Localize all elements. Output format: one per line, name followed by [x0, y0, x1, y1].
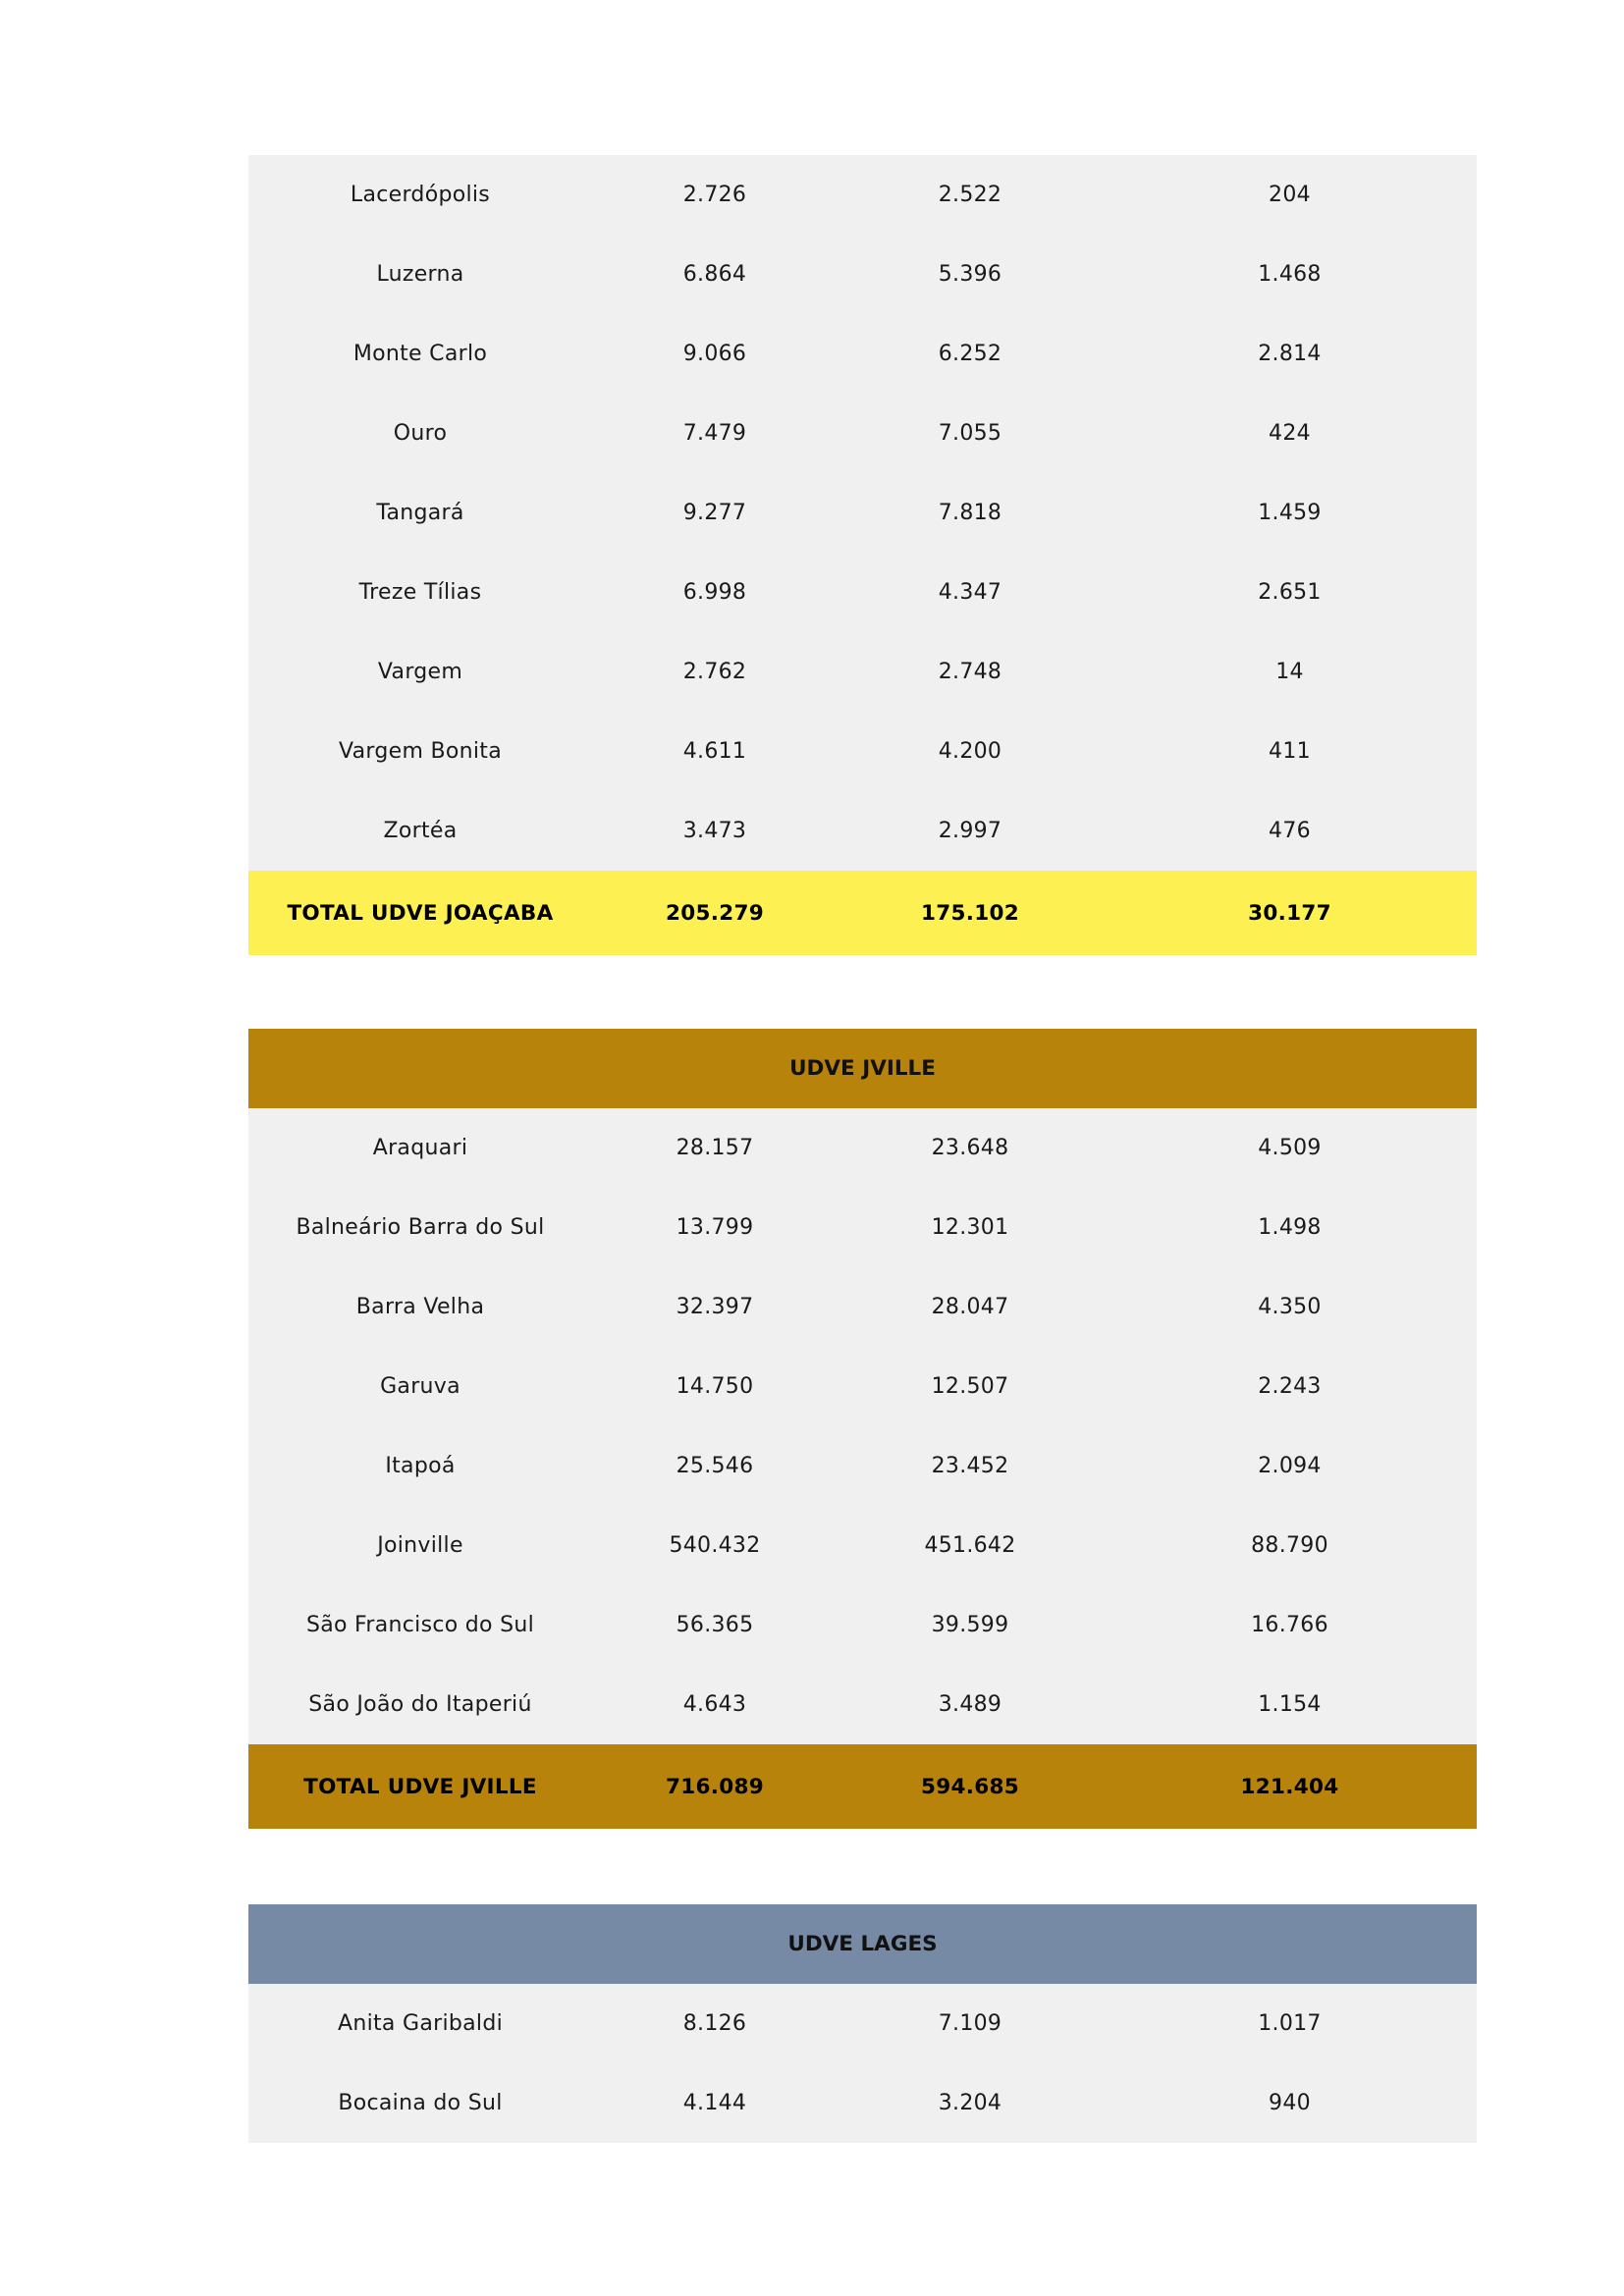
municipio-cell: Zortéa [383, 819, 458, 843]
section-header-jville: UDVE JVILLE [248, 1029, 1477, 1108]
municipio-cell: Luzerna [376, 262, 464, 287]
total-cell: 30.177 [1248, 900, 1331, 926]
value-cell: 16.766 [1251, 1613, 1328, 1637]
value-cell: 5.396 [938, 262, 1002, 287]
value-cell: 3.473 [682, 819, 747, 843]
value-cell: 28.047 [931, 1295, 1009, 1319]
value-cell: 7.109 [938, 2011, 1002, 2036]
value-cell: 3.489 [938, 1692, 1002, 1717]
value-cell: 2.814 [1258, 342, 1322, 366]
municipio-cell: Araquari [372, 1136, 468, 1160]
municipio-cell: São Francisco do Sul [305, 1613, 535, 1637]
value-cell: 4.144 [682, 2091, 747, 2115]
total-row-joacaba [248, 871, 1477, 955]
total-cell: 121.404 [1240, 1774, 1339, 1799]
municipio-cell: Itapoá [385, 1454, 456, 1478]
value-cell: 39.599 [931, 1613, 1009, 1637]
table-row [248, 235, 1477, 314]
value-cell: 56.365 [676, 1613, 754, 1637]
municipio-cell: Monte Carlo [352, 342, 488, 366]
value-cell: 4.200 [938, 739, 1002, 764]
table-udve-jville [248, 1029, 1477, 1829]
value-cell: 12.301 [931, 1215, 1009, 1240]
value-cell: 4.509 [1258, 1136, 1322, 1160]
value-cell: 3.204 [938, 2091, 1002, 2115]
table-row [248, 791, 1477, 871]
value-cell: 14 [1275, 660, 1304, 684]
table-row [248, 1585, 1477, 1665]
value-cell: 4.347 [938, 580, 1002, 605]
total-row-jville [248, 1744, 1477, 1829]
table-udve-joacaba [248, 155, 1477, 955]
table-row [248, 2063, 1477, 2143]
value-cell: 940 [1269, 2091, 1311, 2115]
value-cell: 1.498 [1258, 1215, 1322, 1240]
value-cell: 424 [1269, 421, 1311, 446]
total-cell: 594.685 [920, 1774, 1020, 1799]
value-cell: 476 [1269, 819, 1311, 843]
value-cell: 2.243 [1258, 1374, 1322, 1399]
value-cell: 2.748 [938, 660, 1002, 684]
table-row [248, 1506, 1477, 1585]
value-cell: 4.611 [682, 739, 747, 764]
table-row [248, 1347, 1477, 1426]
municipio-cell: Balneário Barra do Sul [296, 1215, 545, 1240]
table-body [248, 1108, 1477, 1744]
table-row [248, 553, 1477, 632]
table-udve-lages [248, 1904, 1477, 2143]
table-row [248, 1188, 1477, 1267]
municipio-cell: Garuva [380, 1374, 460, 1399]
value-cell: 2.522 [938, 183, 1002, 207]
table-row [248, 1426, 1477, 1506]
value-cell: 13.799 [676, 1215, 754, 1240]
value-cell: 14.750 [676, 1374, 754, 1399]
total-label: TOTAL UDVE JOAÇABA [287, 900, 554, 926]
table-row [248, 1108, 1477, 1188]
total-label: TOTAL UDVE JVILLE [303, 1774, 537, 1799]
municipio-cell: Ouro [393, 421, 448, 446]
total-cell: 175.102 [920, 900, 1020, 926]
table-row [248, 1267, 1477, 1347]
value-cell: 4.350 [1258, 1295, 1322, 1319]
table-row [248, 314, 1477, 394]
table-row [248, 632, 1477, 712]
value-cell: 2.997 [938, 819, 1002, 843]
section-header-lages: UDVE LAGES [248, 1904, 1477, 1984]
value-cell: 2.762 [682, 660, 747, 684]
total-cell: 205.279 [665, 900, 765, 926]
table-row [248, 1665, 1477, 1744]
value-cell: 88.790 [1251, 1533, 1328, 1558]
table-body [248, 155, 1477, 871]
municipio-cell: Bocaina do Sul [338, 2091, 503, 2115]
table-row [248, 473, 1477, 553]
value-cell: 451.642 [924, 1533, 1016, 1558]
value-cell: 28.157 [676, 1136, 754, 1160]
value-cell: 1.154 [1258, 1692, 1322, 1717]
table-row [248, 394, 1477, 473]
table-row [248, 712, 1477, 791]
value-cell: 25.546 [676, 1454, 754, 1478]
value-cell: 32.397 [676, 1295, 754, 1319]
value-cell: 1.468 [1258, 262, 1322, 287]
value-cell: 23.648 [931, 1136, 1009, 1160]
total-cell: 716.089 [665, 1774, 765, 1799]
municipio-cell: Treze Tílias [358, 580, 482, 605]
municipio-cell: São João do Itaperiú [308, 1692, 532, 1717]
value-cell: 204 [1269, 183, 1311, 207]
table-body [248, 1984, 1477, 2143]
municipio-cell: Vargem Bonita [338, 739, 503, 764]
value-cell: 2.726 [682, 183, 747, 207]
table-row [248, 1984, 1477, 2063]
value-cell: 9.066 [682, 342, 747, 366]
value-cell: 2.651 [1258, 580, 1322, 605]
municipio-cell: Lacerdópolis [350, 183, 491, 207]
value-cell: 7.055 [938, 421, 1002, 446]
table-row [248, 155, 1477, 235]
value-cell: 12.507 [931, 1374, 1009, 1399]
value-cell: 6.864 [682, 262, 747, 287]
value-cell: 23.452 [931, 1454, 1009, 1478]
value-cell: 4.643 [682, 1692, 747, 1717]
value-cell: 9.277 [682, 501, 747, 525]
value-cell: 1.017 [1258, 2011, 1322, 2036]
value-cell: 6.252 [938, 342, 1002, 366]
value-cell: 6.998 [682, 580, 747, 605]
value-cell: 7.818 [938, 501, 1002, 525]
value-cell: 7.479 [682, 421, 747, 446]
municipio-cell: Vargem [377, 660, 463, 684]
value-cell: 411 [1269, 739, 1311, 764]
municipio-cell: Joinville [377, 1533, 463, 1558]
value-cell: 1.459 [1258, 501, 1322, 525]
value-cell: 2.094 [1258, 1454, 1322, 1478]
value-cell: 8.126 [682, 2011, 747, 2036]
municipio-cell: Tangará [376, 501, 464, 525]
municipio-cell: Barra Velha [355, 1295, 485, 1319]
value-cell: 540.432 [669, 1533, 761, 1558]
municipio-cell: Anita Garibaldi [337, 2011, 504, 2036]
